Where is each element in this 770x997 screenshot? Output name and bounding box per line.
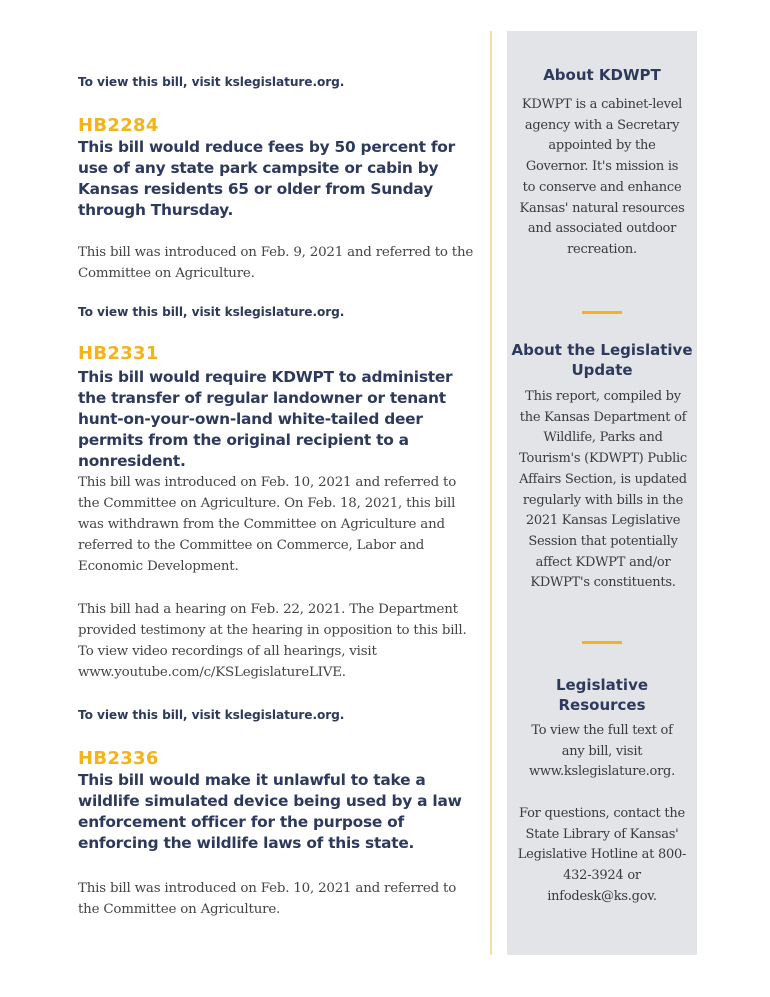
column-divider bbox=[490, 31, 492, 955]
section-divider bbox=[582, 311, 622, 314]
sidebar-text-resources-contact: For questions, contact the State Library of Kansas' Legislative Hotline at 800-432-3924 or infodesk@ks.gov. bbox=[517, 806, 687, 904]
bill-number: HB2331 bbox=[78, 343, 159, 364]
bill-link-text: To view this bill, visit kslegislature.org. bbox=[78, 708, 345, 722]
sidebar-title-resources: Legislative Resources bbox=[555, 676, 649, 714]
bill-link-text: To view this bill, visit kslegislature.org. bbox=[78, 305, 345, 319]
sidebar-text-about-update: This report, compiled by the Kansas Department of Wildlife, Parks and Tourism's (KDWPT) Public Affairs Section, is updated regularly with bills in the 2021 Kansas Legislative Session that potentially affect KDWPT and/or KDWPT's constituents. bbox=[519, 389, 687, 591]
sidebar-title-about-kdwpt: About KDWPT bbox=[543, 66, 661, 84]
bill-summary: This bill would reduce fees by 50 percent for use of any state park campsite or cabin by Kansas residents 65 or older from Sunday through Thursday. bbox=[78, 138, 455, 219]
sidebar bbox=[507, 31, 697, 955]
bill-link-text: To view this bill, visit kslegislature.org. bbox=[78, 75, 345, 89]
sidebar-title-about-update: About the Legislative Update bbox=[511, 341, 693, 379]
bill-summary: This bill would require KDWPT to administer the transfer of regular landowner or tenant hunt-on-your-own-land white-tailed deer permits from the original recipient to a nonresident. bbox=[78, 368, 453, 470]
section-divider bbox=[582, 641, 622, 644]
bill-status-text: This bill was introduced on Feb. 9, 2021 and referred to the Committee on Agriculture. bbox=[78, 245, 474, 281]
bill-number: HB2336 bbox=[78, 748, 159, 769]
bill-status-text: This bill was introduced on Feb. 10, 2021 and referred to the Committee on Agriculture. On Feb. 18, 2021, this bill was withdrawn from the Committee on Agriculture and referred to the Committee on Commerce, Labor and Economic Development. bbox=[78, 475, 457, 574]
bill-hearing-text: This bill had a hearing on Feb. 22, 2021. The Department provided testimony at the hearing in opposition to this bill. To view video recordings of all hearings, visit www.youtube.com/c/KSLegislatureLIVE. bbox=[78, 602, 467, 680]
bill-summary: This bill would make it unlawful to take a wildlife simulated device being used by a law enforcement officer for the purpose of enforcing the wildlife laws of this state. bbox=[78, 771, 462, 852]
bill-number: HB2284 bbox=[78, 115, 159, 136]
sidebar-text-resources-view: To view the full text of any bill, visit www.kslegislature.org. bbox=[528, 723, 676, 780]
bill-status-text: This bill was introduced on Feb. 10, 2021 and referred to the Committee on Agriculture. bbox=[78, 881, 457, 917]
sidebar-text-about-kdwpt: KDWPT is a cabinet-level agency with a Secretary appointed by the Governor. It's mission is to conserve and enhance Kansas' natural resources and associated outdoor recreation. bbox=[519, 97, 685, 257]
